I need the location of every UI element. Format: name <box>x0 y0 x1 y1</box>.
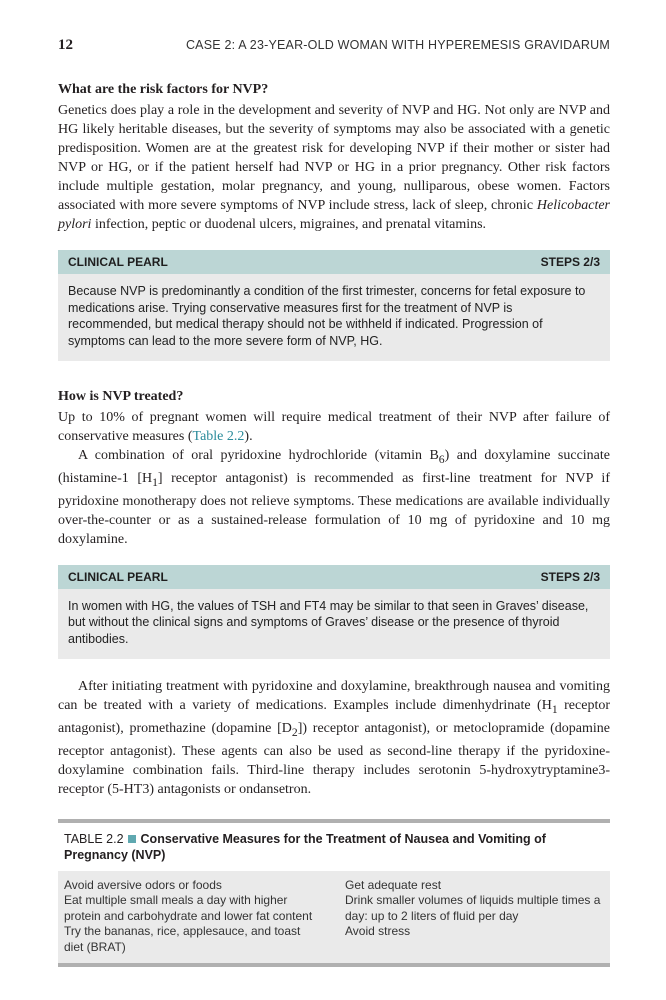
table-label: TABLE 2.2 <box>64 831 124 846</box>
table-title <box>58 823 610 871</box>
table-cell: Avoid stress <box>345 924 411 939</box>
table-body <box>58 871 610 964</box>
clinical-pearl-box <box>58 250 610 361</box>
page-content <box>58 82 610 967</box>
clinical-pearl-header <box>58 250 610 274</box>
clinical-pearl-text: In women with HG, the values of TSH and FT4 may be similar to that seen in Graves’ disease, but without the clinical signs and symptoms of Graves’ disease or the presence of thyroid antibodies. <box>68 598 589 646</box>
clinical-pearl-header <box>58 565 610 589</box>
page-number: 12 <box>58 37 73 53</box>
clinical-pearl-steps: STEPS 2/3 <box>540 569 600 584</box>
clinical-pearl-text: Because NVP is predominantly a condition of the first trimester, concerns for fetal exposure to medications arise. Trying conservative measures first for the treatment of NVP is recommended, but medical therapy should not be withheld if indicated. Progression of symptoms can lead to the more severe form of NVP, HG. <box>68 284 586 348</box>
table-column-right <box>345 878 604 956</box>
table-caption: Conservative Measures for the Treatment of Nausea and Vomiting of Pregnancy (NVP) <box>64 831 546 862</box>
table-2-2 <box>58 819 610 968</box>
page-header <box>58 37 610 57</box>
table-cell: Get adequate rest <box>345 877 442 892</box>
risk-factors-paragraph: Genetics does play a role in the development and severity of NVP and HG. Not only are NVP and HG likely heritable diseases, but the severity of symptoms may also be associated with a genetic predisposition. Women are at the greatest risk for developing NVP if their mother or sister had NVP or HG, or if the patient herself had NVP or HG in a prior pregnancy. Other risk factors include multiple gestation, molar pregnancy, and young, nulliparous, obese women. Factors associated with more severe symptoms of NVP include stress, lack of sleep, chronic Helicobacter pylori infection, peptic or duodenal ulcers, migraines, and prenatal vitamins. <box>58 103 610 232</box>
italic-organism: Helicobacter pylori <box>58 198 610 232</box>
breakthrough-treatment-paragraph: After initiating treatment with pyridoxine and doxylamine, breakthrough nausea and vomiting can be treated with a variety of medications. Examples include dimenhydrinate ($H_1$ receptor antagonist), promethazine (dopamine $[D_2]$) receptor antagonist), or metoclopramide (dopamine receptor antagonist). These agents can also be used as second-line therapy if the pyridoxine-doxylamine combination fails. Third-line therapy includes serotonin 5-hydroxytryptamine3-receptor (5-HT3) antagonists or ondansetron. <box>58 679 610 797</box>
treatment-paragraph-1: Up to 10% of pregnant women will require medical treatment of their NVP after failure of conservative measures (Table 2.2). <box>58 410 610 444</box>
clinical-pearl-label: CLINICAL PEARL <box>68 255 168 269</box>
section-heading-risk-factors: What are the risk factors for NVP? <box>58 82 269 97</box>
clinical-pearl-label: CLINICAL PEARL <box>68 569 168 584</box>
square-bullet-icon <box>128 835 136 843</box>
table-column-left <box>64 878 323 956</box>
section-heading-treatment: How is NVP treated? <box>58 389 184 404</box>
clinical-pearl-steps: STEPS 2/3 <box>540 255 600 269</box>
table-reference-link[interactable]: Table 2.2 <box>192 429 245 444</box>
table-cell: Avoid aversive odors or foods <box>64 877 222 892</box>
running-head: CASE 2: A 23-YEAR-OLD WOMAN WITH HYPEREMESIS GRAVIDARUM <box>185 38 610 52</box>
treatment-paragraph-2: A combination of oral pyridoxine hydrochloride (vitamin $B_6$) and doxylamine succinate (histamine-1 $[H_1]$ receptor antagonist) is recommended as first-line treatment for NVP if pyridoxine monotherapy does not relieve symptoms. These medications are available individually over-the-counter or as a sustained-release formulation of 10 mg of pyridoxine and 10 mg doxylamine. <box>58 448 610 547</box>
clinical-pearl-box <box>58 565 610 660</box>
table-cell: Try the bananas, rice, applesauce, and toast diet (BRAT) <box>64 924 301 954</box>
table-cell: Eat multiple small meals a day with higher protein and carbohydrate and lower fat content <box>64 893 313 923</box>
table-cell: Drink smaller volumes of liquids multiple times a day: up to 2 liters of fluid per day <box>345 893 601 923</box>
